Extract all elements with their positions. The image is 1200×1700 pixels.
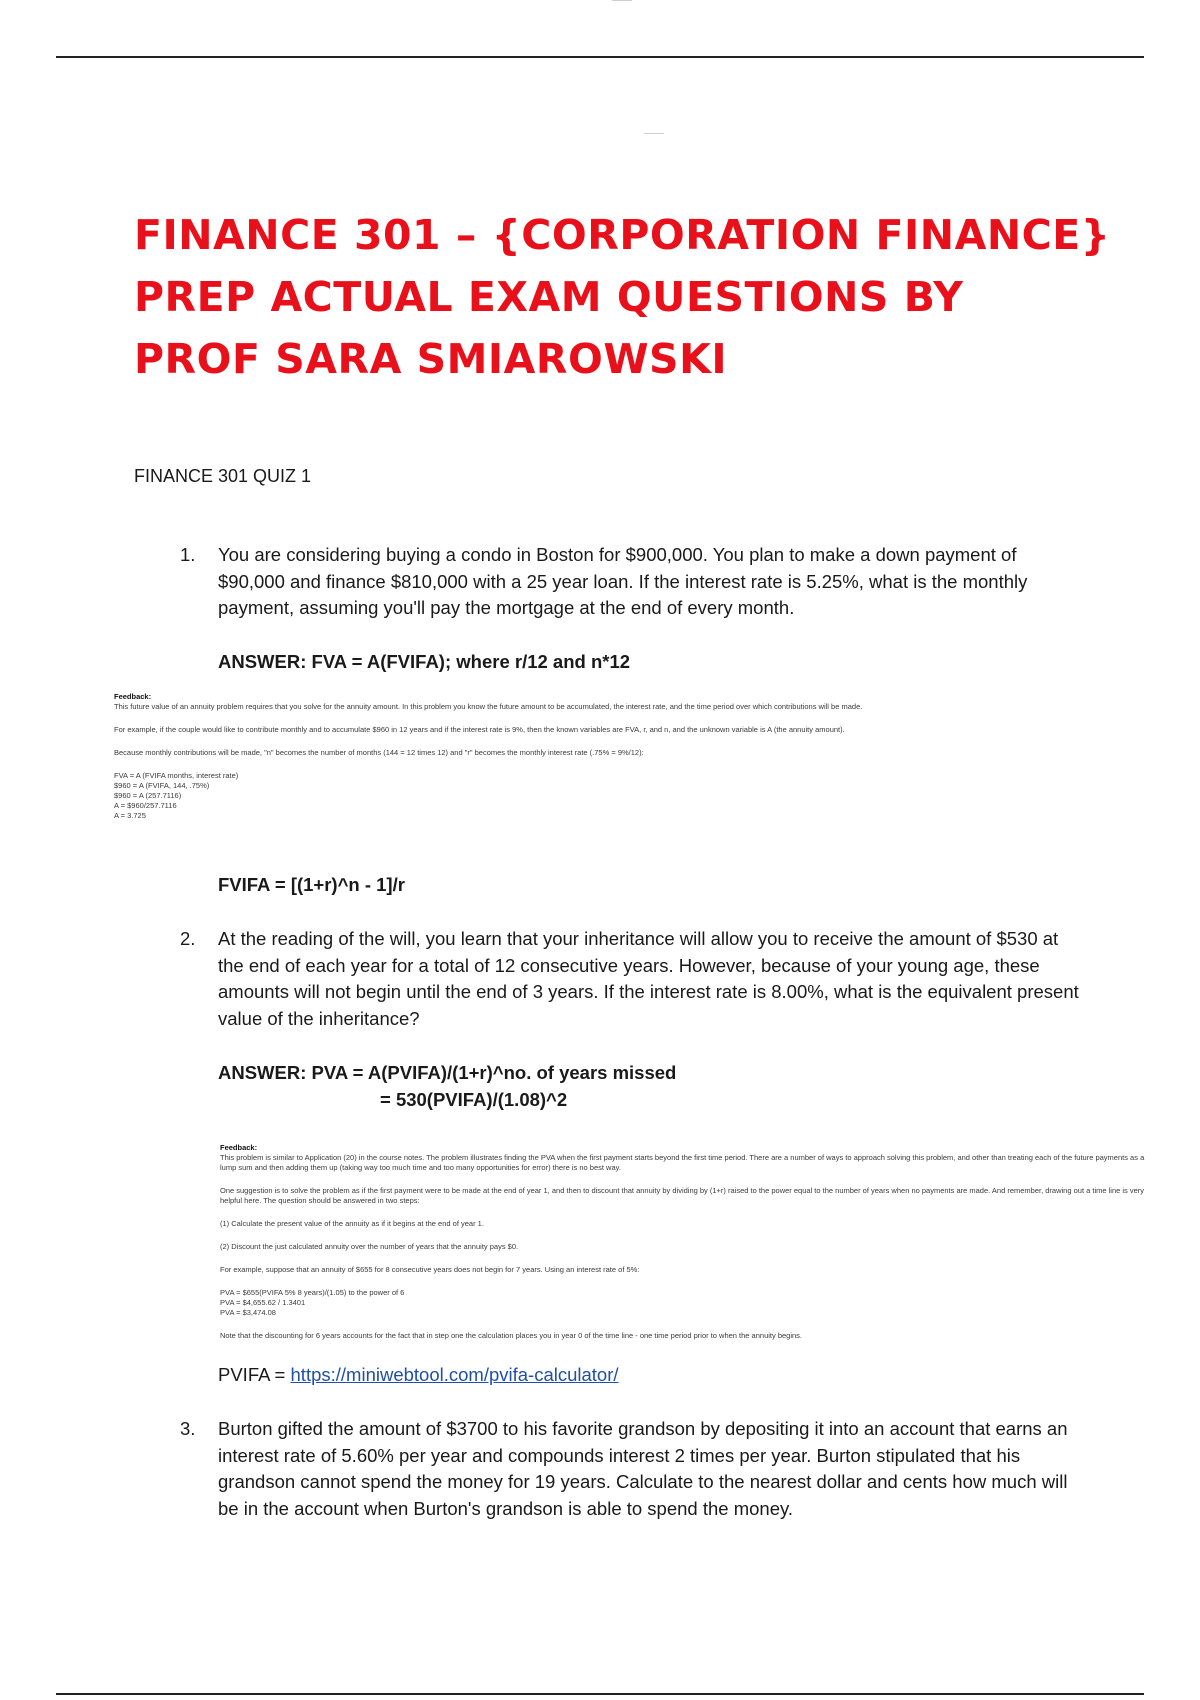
- calc-line: PVA = $4,655.62 / 1.3401: [220, 1298, 306, 1307]
- feedback-paragraph: For example, if the couple would like to contribute monthly and to accumulate $960 in 12 years and if the interest rate is 9%, then the known variables are FVA, r, and n, and the unknown variable is A (the annuity amount).: [114, 725, 845, 734]
- question-text: Burton gifted the amount of $3700 to his favorite grandson by depositing it into an account that earns an interest rate of 5.60% per year and compounds interest 2 times per year. Burton stipulated that his grandson cannot spend the money for 19 years. Calculate to the nearest dollar and cents how much will be in the account when Burton's grandson is able to spend the money.: [218, 1418, 1068, 1519]
- question-2: [180, 926, 1080, 1032]
- answer-2: [218, 1059, 676, 1113]
- bottom-rule: [56, 1693, 1144, 1695]
- calc-line: A = $960/257.7116: [114, 801, 177, 810]
- quiz-heading: FINANCE 301 QUIZ 1: [134, 466, 312, 486]
- document-title: [134, 204, 1184, 390]
- feedback-paragraph: For example, suppose that an annuity of $655 for 8 consecutive years does not begin for 7 years. Using an interest rate of 5%:: [220, 1265, 640, 1274]
- feedback-title: Feedback:: [114, 692, 152, 701]
- feedback-paragraph: This future value of an annuity problem requires that you solve for the annuity amount. In this problem you know the future amount to be accumulated, the interest rate, and the time period over which contributions will be made.: [114, 702, 863, 711]
- feedback-calculation: [114, 771, 1134, 821]
- question-number: 1.: [180, 544, 196, 565]
- top-rule: [56, 56, 1144, 58]
- pvifa-label: PVIFA =: [218, 1364, 291, 1385]
- feedback-calculation: [220, 1288, 1155, 1318]
- calc-line: A = 3.725: [114, 811, 146, 820]
- title-line-1: FINANCE 301 – {CORPORATION FINANCE}: [134, 211, 1111, 259]
- pvifa-reference: [218, 1364, 619, 1386]
- calc-line: FVA = A (FVIFA months, interest rate): [114, 771, 239, 780]
- header-mark: [612, 0, 632, 1]
- section-mark: [644, 133, 664, 134]
- feedback-paragraph: This problem is similar to Application (20) in the course notes. The problem illustrates finding the PVA when the first payment starts beyond the first time period. There are a number of ways to approach solving this problem, and other than treating each of the future payments as a lump sum and then adding them up (taking way too much time and too many opportunities for error) there is no best way.: [220, 1153, 1145, 1172]
- title-line-2: PREP ACTUAL EXAM QUESTIONS BY: [134, 273, 964, 321]
- pvifa-calculator-link[interactable]: https://miniwebtool.com/pvifa-calculator/: [290, 1364, 619, 1385]
- feedback-2: [220, 1143, 1155, 1341]
- title-line-3: PROF SARA SMIAROWSKI: [134, 335, 728, 383]
- calc-line: $960 = A (257.7116): [114, 791, 182, 800]
- feedback-title: Feedback:: [220, 1143, 258, 1152]
- feedback-1: [114, 692, 1134, 821]
- question-text: You are considering buying a condo in Boston for $900,000. You plan to make a down payment of $90,000 and finance $810,000 with a 25 year loan. If the interest rate is 5.25%, what is the monthly payment, assuming you'll pay the mortgage at the end of every month.: [218, 544, 1028, 618]
- formula-fvifa: FVIFA = [(1+r)^n - 1]/r: [218, 874, 405, 895]
- question-1: [180, 542, 1080, 622]
- answer-continuation: = 530(PVIFA)/(1.08)^2: [380, 1089, 568, 1110]
- question-number: 2.: [180, 928, 196, 949]
- calc-line: PVA = $3,474.08: [220, 1308, 276, 1317]
- question-text: At the reading of the will, you learn that your inheritance will allow you to receive the amount of $530 at the end of each year for a total of 12 consecutive years. However, because of your young age, these amounts will not begin until the end of 3 years. If the interest rate is 8.00%, what is the equivalent present value of the inheritance?: [218, 928, 1079, 1029]
- calc-line: $960 = A (FVIFA, 144, .75%): [114, 781, 210, 790]
- feedback-paragraph: Because monthly contributions will be made, "n" becomes the number of months (144 = 12 times 12) and "r" becomes the monthly interest rate (.75% = 9%/12):: [114, 748, 644, 757]
- feedback-paragraph: One suggestion is to solve the problem as if the first payment were to be made at the end of year 1, and then to discount that annuity by dividing by (1+r) raised to the power equal to the number of years when no payments are made. And remember, drawing out a time line is very helpful here. The question should be answered in two steps:: [220, 1186, 1145, 1205]
- answer-1: ANSWER: FVA = A(FVIFA); where r/12 and n*12: [218, 651, 631, 672]
- feedback-paragraph: (1) Calculate the present value of the annuity as if it begins at the end of year 1.: [220, 1219, 484, 1228]
- answer-line: ANSWER: PVA = A(PVIFA)/(1+r)^no. of years missed: [218, 1062, 677, 1083]
- feedback-note: Note that the discounting for 6 years accounts for the fact that in step one the calculation places you in year 0 of the time line - one time period prior to when the annuity begins.: [220, 1331, 803, 1340]
- question-3: [180, 1416, 1080, 1522]
- question-number: 3.: [180, 1418, 196, 1439]
- calc-line: PVA = $655(PVIFA 5% 8 years)/(1.05) to the power of 6: [220, 1288, 405, 1297]
- feedback-paragraph: (2) Discount the just calculated annuity over the number of years that the annuity pays $0.: [220, 1242, 519, 1251]
